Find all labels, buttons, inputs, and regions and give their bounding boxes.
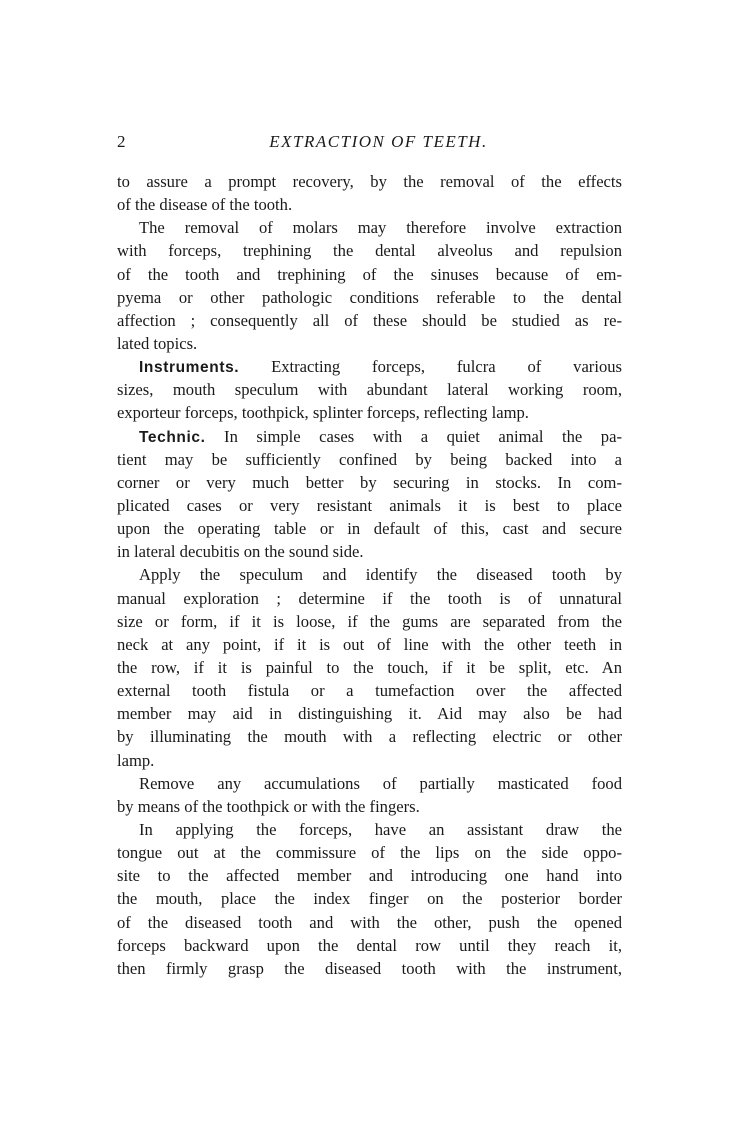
text-line	[117, 448, 622, 471]
line-text: Apply the speculum and identify the diseased tooth by	[139, 565, 622, 585]
text-line	[117, 193, 622, 216]
line-text: In simple cases with a quiet animal the pa-	[205, 426, 622, 446]
text-line	[117, 540, 622, 563]
line-text: pyema or other pathologic conditions referable to the dental	[117, 287, 622, 307]
line-text: upon the operating table or in default of this, cast and secure	[117, 519, 622, 539]
page-number: 2	[117, 132, 126, 151]
line-text: tongue out at the commissure of the lips on the side oppo-	[117, 843, 622, 863]
text-line	[117, 587, 622, 610]
text-line	[117, 957, 622, 980]
line-text: lated topics.	[117, 333, 198, 353]
text-line	[117, 471, 622, 494]
text-line	[117, 772, 622, 795]
text-line	[117, 239, 622, 262]
text-line	[117, 911, 622, 934]
line-text: of the disease of the tooth.	[117, 195, 293, 215]
line-text: Remove any accumulations of partially masticated food	[139, 773, 622, 793]
text-line	[117, 656, 622, 679]
text-line	[117, 309, 622, 332]
text-line	[117, 633, 622, 656]
text-line	[117, 263, 622, 286]
line-text: manual exploration ; determine if the tooth is of unnatural	[117, 588, 622, 608]
line-text: the mouth, place the index finger on the posterior border	[117, 889, 622, 909]
line-text: to assure a prompt recovery, by the removal of the effects	[117, 172, 622, 191]
text-line	[117, 887, 622, 910]
text-line	[117, 216, 622, 239]
line-text: site to the affected member and introducing one hand into	[117, 866, 622, 886]
text-line	[117, 425, 622, 448]
text-line	[117, 725, 622, 748]
text-line	[117, 494, 622, 517]
text-line	[117, 332, 622, 355]
text-line	[117, 795, 622, 818]
line-text: the row, if it is painful to the touch, if it be split, etc. An	[117, 657, 622, 677]
running-title: EXTRACTION OF TEETH.	[269, 132, 488, 151]
line-text: sizes, mouth speculum with abundant lateral working room,	[117, 380, 622, 400]
text-line	[117, 286, 622, 309]
line-text: size or form, if it is loose, if the gums are separated from the	[117, 611, 622, 631]
line-text: in lateral decubitis on the sound side.	[117, 542, 364, 562]
text-line	[117, 864, 622, 887]
line-text: corner or very much better by securing in stocks. In com-	[117, 472, 622, 492]
line-text: plicated cases or very resistant animals it is best to place	[117, 495, 622, 515]
line-text: forceps backward upon the dental row until they reach it,	[117, 935, 622, 955]
line-text: then firmly grasp the diseased tooth with the instrument,	[117, 958, 622, 978]
text-line	[117, 702, 622, 725]
line-text: exporteur forceps, toothpick, splinter forceps, reflecting lamp.	[117, 403, 529, 423]
text-line	[117, 517, 622, 540]
text-line	[117, 563, 622, 586]
section-heading: Instruments.	[139, 359, 240, 377]
line-text: of the diseased tooth and with the other, push the opened	[117, 912, 622, 932]
line-text: with forceps, trephining the dental alveolus and repulsion	[117, 241, 622, 261]
body-text	[117, 170, 622, 980]
text-line	[117, 818, 622, 841]
text-line	[117, 355, 622, 378]
line-text: In applying the forceps, have an assistant draw the	[139, 819, 622, 839]
text-line	[117, 841, 622, 864]
line-text: member may aid in distinguishing it. Aid may also be had	[117, 704, 622, 724]
line-text: tient may be sufficiently confined by being backed into a	[117, 449, 622, 469]
text-line	[117, 610, 622, 633]
text-line	[117, 679, 622, 702]
line-text: by illuminating the mouth with a reflecting electric or other	[117, 727, 622, 747]
text-line	[117, 401, 622, 424]
text-line	[117, 934, 622, 957]
line-text: affection ; consequently all of these should be studied as re-	[117, 310, 622, 330]
line-text: The removal of molars may therefore involve extraction	[139, 218, 622, 238]
text-line	[117, 749, 622, 772]
text-line	[117, 170, 622, 193]
line-text: Extracting forceps, fulcra of various	[239, 357, 622, 377]
line-text: of the tooth and trephining of the sinuses because of em-	[117, 264, 622, 284]
line-text: lamp.	[117, 750, 155, 770]
line-text: neck at any point, if it is out of line with the other teeth in	[117, 634, 622, 654]
text-line	[117, 378, 622, 401]
line-text: external tooth fistula or a tumefaction over the affected	[117, 681, 622, 701]
page-header	[117, 132, 622, 156]
line-text: by means of the toothpick or with the fingers.	[117, 796, 420, 816]
section-heading: Technic.	[139, 428, 206, 446]
